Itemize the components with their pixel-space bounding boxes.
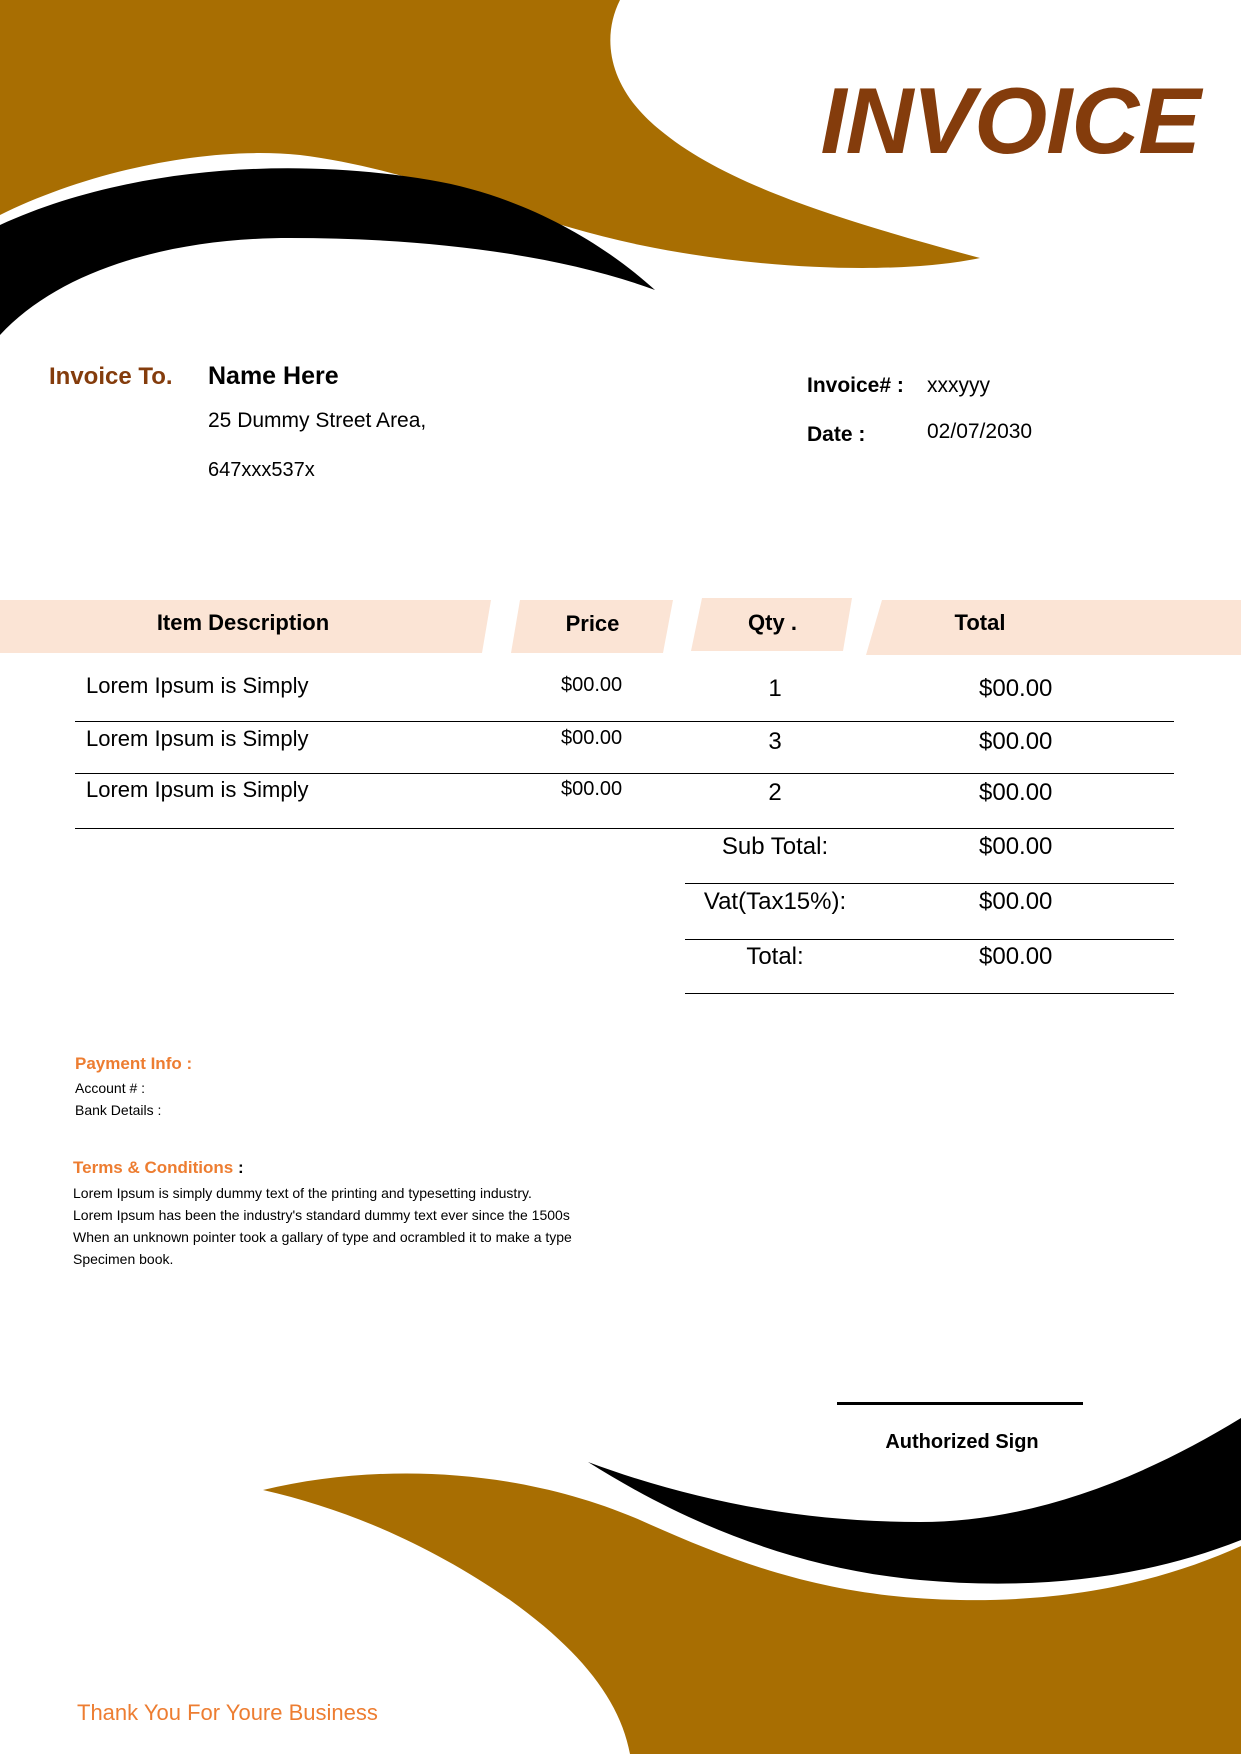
date-label: Date : [807,423,866,446]
row-2-total: $00.00 [979,728,1053,755]
row-1-total: $00.00 [979,675,1053,702]
row-2-price: $00.00 [561,727,623,749]
row-3-description: Lorem Ipsum is Simply [86,777,309,802]
terms-heading-colon: : [237,1158,244,1177]
terms-heading [73,1159,244,1176]
client-name: Name Here [208,362,339,390]
row-3-qty: 2 [768,779,782,806]
terms-heading-text: Terms & Conditions [73,1158,234,1177]
invoice-number-label: Invoice# : [807,374,904,397]
client-address: 25 Dummy Street Area, [208,409,427,432]
header-bg-total [866,600,1241,655]
date-value: 02/07/2030 [927,420,1033,443]
summary-divider [685,883,1174,884]
bank-details-label: Bank Details : [75,1102,162,1118]
summary-divider [685,939,1174,940]
terms-line-4: Specimen book. [73,1251,174,1267]
row-2-description: Lorem Ipsum is Simply [86,726,309,751]
row-3-total: $00.00 [979,779,1053,806]
invoice-to-label: Invoice To. [49,363,173,390]
thank-you-message: Thank You For Youre Business [77,1700,378,1725]
invoice-title: INVOICE [820,68,1200,173]
signature-line [837,1402,1083,1405]
payment-info-heading: Payment Info : [75,1054,193,1073]
subtotal-label: Sub Total: [721,833,829,860]
row-divider [75,773,1174,774]
header-total: Total [954,610,1006,635]
header-price: Price [565,611,620,636]
summary-divider [685,993,1174,994]
row-3-price: $00.00 [561,778,623,800]
account-number-label: Account # : [75,1080,146,1096]
invoice-number-value: xxxyyy [927,374,990,397]
row-divider [75,828,1174,829]
vat-value: $00.00 [979,888,1053,915]
terms-line-1: Lorem Ipsum is simply dummy text of the printing and typesetting industry. [73,1185,532,1201]
subtotal-value: $00.00 [979,833,1053,860]
authorized-sign-label: Authorized Sign [885,1431,1039,1453]
row-1-qty: 1 [768,675,782,702]
row-1-description: Lorem Ipsum is Simply [86,673,309,698]
terms-line-2: Lorem Ipsum has been the industry's standard dummy text ever since the 1500s [73,1207,570,1223]
row-1-price: $00.00 [561,674,623,696]
row-divider [75,721,1174,722]
header-item-description: Item Description [156,610,330,635]
total-value: $00.00 [979,943,1053,970]
total-label: Total: [746,943,804,970]
vat-label: Vat(Tax15%): [703,888,847,915]
header-qty: Qty . [748,610,797,635]
client-phone: 647xxx537x [208,459,315,481]
terms-line-3: When an unknown pointer took a gallary of type and ocrambled it to make a type [73,1229,572,1245]
row-2-qty: 3 [768,728,782,755]
